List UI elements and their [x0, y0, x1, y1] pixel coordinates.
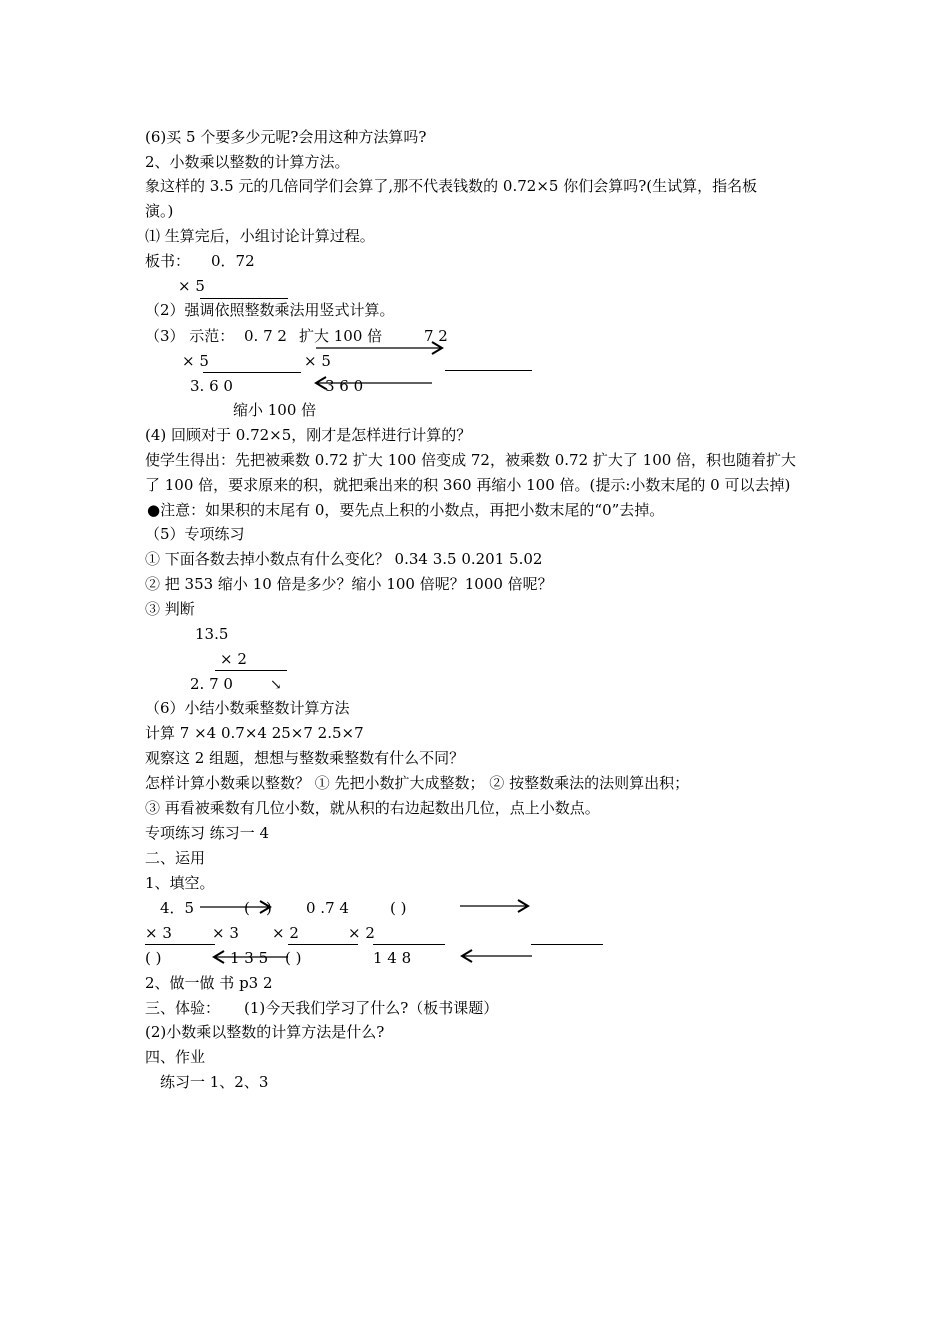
arrow-right-icon — [460, 898, 532, 914]
calc-line — [215, 670, 287, 671]
calc-line — [445, 370, 532, 371]
calc-text: × 2 — [348, 924, 375, 942]
text-line: (6)买 5 个要多少元呢?会用这种方法算吗? — [145, 128, 427, 146]
text-line: 使学生得出：先把被乘数 0.72 扩大 100 倍变成 72，被乘数 0.72 扩大了 100 倍，积也随着扩大 — [145, 451, 797, 469]
text-line: ③ 判断 — [145, 600, 195, 618]
section-heading: 四、作业 — [145, 1048, 206, 1066]
text-line: ③ 再看被乘数有几位小数，就从积的右边起数出几位，点上小数点。 — [145, 799, 600, 817]
text-line: 1、填空。 — [145, 874, 215, 892]
calc-text: × 5 — [178, 277, 205, 295]
text-line: 观察这 2 组题，想想与整数乘整数有什么不同？ — [145, 749, 465, 767]
calc-line — [203, 372, 301, 373]
text-line: (2)小数乘以整数的计算方法是什么? — [145, 1023, 385, 1041]
calc-text: × 3 — [212, 924, 239, 942]
calc-text: 缩小 100 倍 — [233, 401, 317, 419]
calc-text: 3 6 0 — [325, 377, 364, 395]
calc-text: 13.5 — [195, 625, 229, 643]
calc-text: × 3 — [145, 924, 172, 942]
calc-text: 0 .7 4 — [306, 899, 349, 917]
calc-text: 0．72 — [211, 252, 255, 270]
text-line: 练习一 1、2、3 — [160, 1073, 269, 1091]
arrow-left-icon — [212, 949, 290, 965]
text-line: 2、做一做 书 p3 2 — [145, 974, 273, 992]
calc-text: × 5 — [304, 352, 331, 370]
text-line: 了 100 倍，要求原来的积，就把乘出来的积 360 再缩小 100 倍。(提示:小数末尾的 0 可以去掉) — [145, 476, 791, 494]
calc-line — [200, 298, 288, 299]
arrow-left-icon — [460, 948, 534, 964]
text-line: （6）小结小数乘整数计算方法 — [145, 699, 350, 717]
section-heading: 2、小数乘以整数的计算方法。 — [145, 153, 350, 171]
calc-text: 4．5 — [160, 899, 195, 917]
text-line: 板书： — [145, 252, 191, 270]
calc-text: ( ) — [145, 949, 162, 967]
arrow-right-icon — [316, 340, 446, 356]
text-line: ① 下面各数去掉小数点有什么变化？ 0.34 3.5 0.201 5.02 — [145, 550, 543, 568]
calc-text: ) — [266, 899, 272, 917]
text-line: 计算 7 ×4 0.7×4 25×7 2.5×7 — [145, 724, 364, 742]
calc-text: 3. 6 0 — [190, 377, 233, 395]
calc-text: 7 2 — [424, 327, 448, 345]
calc-text: 扩大 100 倍 — [299, 327, 383, 345]
calc-line — [531, 944, 603, 945]
arrow-left-icon — [314, 375, 434, 391]
calc-text: 1 4 8 — [373, 949, 412, 967]
note-line: ●注意：如果积的末尾有 0，要先点上积的小数点，再把小数末尾的“0”去掉。 — [147, 501, 665, 519]
calc-text: 2. 7 0 — [190, 675, 233, 693]
text-line: （2）强调依照整数乘法用竖式计算。 — [145, 301, 395, 319]
text-line: (4) 回顾对于 0.72×5，刚才是怎样进行计算的？ — [145, 426, 472, 444]
text-line: （5）专项练习 — [145, 525, 245, 543]
judge-mark: ↘ — [270, 677, 282, 693]
text-line: ⑴ 生算完后，小组讨论计算过程。 — [145, 227, 375, 245]
text-line: 演。) — [145, 202, 174, 220]
calc-text: × 2 — [272, 924, 299, 942]
text-line: 专项练习 练习一 4 — [145, 824, 270, 842]
section-heading: 二、运用 — [145, 849, 206, 867]
calc-text: × 2 — [220, 650, 247, 668]
calc-text: ( ) — [390, 899, 407, 917]
text-line: 怎样计算小数乘以整数？ ① 先把小数扩大成整数； ② 按整数乘法的法则算出积； — [145, 774, 690, 792]
calc-line — [373, 944, 445, 945]
calc-text: 1 3 5 — [230, 949, 269, 967]
text-line: （3） 示范： — [145, 327, 235, 345]
calc-text: ( — [244, 899, 250, 917]
section-heading: 三、体验： — [145, 999, 221, 1017]
calc-line — [288, 944, 358, 945]
text-line: ② 把 353 缩小 10 倍是多少？缩小 100 倍呢？1000 倍呢？ — [145, 575, 553, 593]
calc-line — [145, 944, 215, 945]
calc-text: ( ) — [285, 949, 302, 967]
calc-text: × 5 — [182, 352, 209, 370]
text-line: 象这样的 3.5 元的几倍同学们会算了,那不代表钱数的 0.72×5 你们会算吗?(生试算，指名板 — [145, 177, 758, 195]
arrow-right-icon — [200, 899, 274, 915]
calc-text: 0. 7 2 — [244, 327, 287, 345]
text-line: (1)今天我们学习了什么?（板书课题） — [244, 999, 499, 1017]
